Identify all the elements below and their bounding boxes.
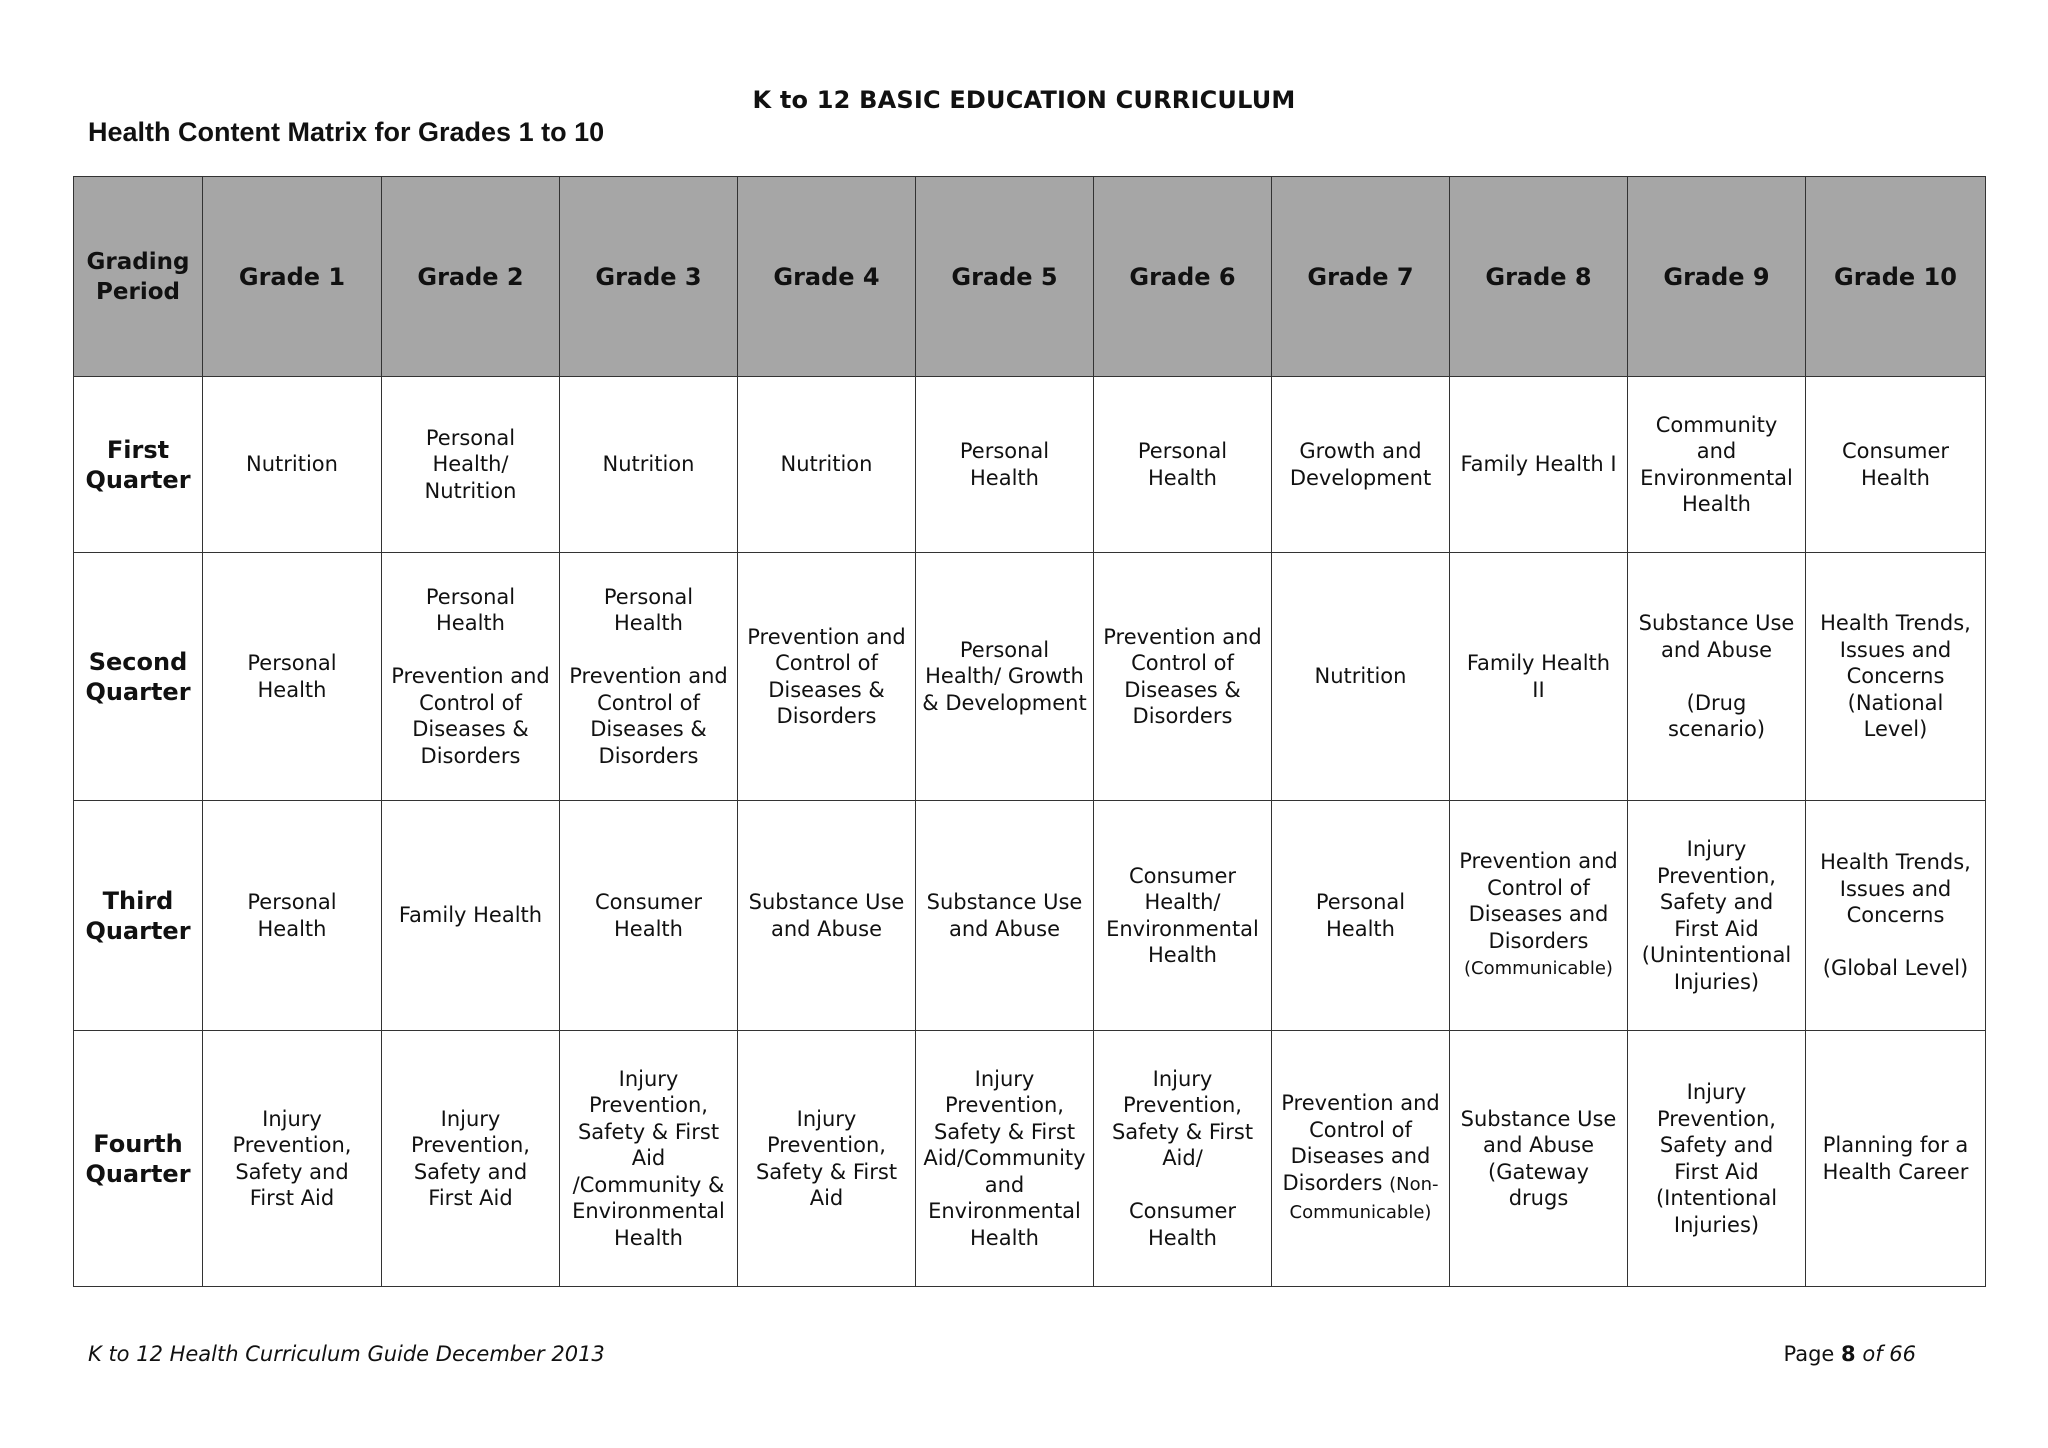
- table-cell: Planning for a Health Career: [1806, 1031, 1986, 1287]
- cell-note: (Communicable): [1464, 958, 1613, 980]
- table-cell: Health Trends, Issues and Concerns (Global Level): [1806, 801, 1986, 1031]
- cell-text: Prevention and Control of Diseases and Disorders: [1459, 849, 1618, 953]
- table-cell: Injury Prevention, Safety & First Aid/ Consumer Health: [1094, 1031, 1272, 1287]
- curriculum-title: K to 12 BASIC EDUCATION CURRICULUM: [752, 86, 1296, 114]
- table-cell: Prevention and Control of Diseases & Disorders: [1094, 553, 1272, 801]
- health-content-matrix: [73, 176, 1986, 1287]
- header-grading-period: Grading Period: [74, 177, 203, 377]
- table-cell: Personal Health: [203, 801, 382, 1031]
- table-cell: Substance Use and Abuse (Gateway drugs: [1450, 1031, 1628, 1287]
- page-number: 8: [1841, 1342, 1856, 1366]
- table-cell: Personal Health Prevention and Control of Diseases & Disorders: [560, 553, 738, 801]
- header-grade-9: Grade 9: [1628, 177, 1806, 377]
- table-cell: Substance Use and Abuse (Drug scenario): [1628, 553, 1806, 801]
- table-cell: Nutrition: [203, 377, 382, 553]
- table-cell: Consumer Health/ Environmental Health: [1094, 801, 1272, 1031]
- table-cell: Consumer Health: [560, 801, 738, 1031]
- header-grade-1: Grade 1: [203, 177, 382, 377]
- table-cell: Nutrition: [560, 377, 738, 553]
- period-label: First Quarter: [74, 377, 203, 553]
- header-grade-7: Grade 7: [1272, 177, 1450, 377]
- table-cell: Family Health II: [1450, 553, 1628, 801]
- table-cell: Injury Prevention, Safety & First Aid/Community and Environmental Health: [916, 1031, 1094, 1287]
- table-cell: Personal Health: [203, 553, 382, 801]
- header-grade-2: Grade 2: [382, 177, 560, 377]
- matrix-title: Health Content Matrix for Grades 1 to 10: [88, 117, 605, 147]
- table-cell: Personal Health/ Growth & Development: [916, 553, 1094, 801]
- table-cell: Injury Prevention, Safety & First Aid /Community & Environmental Health: [560, 1031, 738, 1287]
- page-total: of 66: [1862, 1342, 1916, 1366]
- header-grade-4: Grade 4: [738, 177, 916, 377]
- header-grade-3: Grade 3: [560, 177, 738, 377]
- page-indicator: [1784, 1342, 1916, 1366]
- table-row-fourth-quarter: [74, 1031, 1986, 1287]
- table-cell: Prevention and Control of Diseases & Disorders: [738, 553, 916, 801]
- table-cell: Family Health I: [1450, 377, 1628, 553]
- period-label: Second Quarter: [74, 553, 203, 801]
- header-grade-5: Grade 5: [916, 177, 1094, 377]
- table-cell: Injury Prevention, Safety and First Aid: [203, 1031, 382, 1287]
- table-cell: Personal Health: [1094, 377, 1272, 553]
- header-grade-10: Grade 10: [1806, 177, 1986, 377]
- table-cell: Personal Health: [916, 377, 1094, 553]
- table-cell: Injury Prevention, Safety & First Aid: [738, 1031, 916, 1287]
- table-row-first-quarter: [74, 377, 1986, 553]
- table-cell: Personal Health/ Nutrition: [382, 377, 560, 553]
- table-cell: Injury Prevention, Safety and First Aid (Unintentional Injuries): [1628, 801, 1806, 1031]
- table-cell: Community and Environmental Health: [1628, 377, 1806, 553]
- header-grade-8: Grade 8: [1450, 177, 1628, 377]
- header-grade-6: Grade 6: [1094, 177, 1272, 377]
- table-cell: Substance Use and Abuse: [916, 801, 1094, 1031]
- table-cell: [1272, 1031, 1450, 1287]
- table-cell: Nutrition: [738, 377, 916, 553]
- table-cell: Personal Health Prevention and Control of Diseases & Disorders: [382, 553, 560, 801]
- table-cell: [1450, 801, 1628, 1031]
- header-row: [74, 177, 1986, 377]
- period-label: Fourth Quarter: [74, 1031, 203, 1287]
- table-cell: Growth and Development: [1272, 377, 1450, 553]
- table-cell: Injury Prevention, Safety and First Aid (Intentional Injuries): [1628, 1031, 1806, 1287]
- table-cell: Health Trends, Issues and Concerns (National Level): [1806, 553, 1986, 801]
- table-row-third-quarter: [74, 801, 1986, 1031]
- table-cell: Nutrition: [1272, 553, 1450, 801]
- table-cell: Family Health: [382, 801, 560, 1031]
- table-row-second-quarter: [74, 553, 1986, 801]
- cell-note: (Non-: [1389, 1173, 1439, 1195]
- table-cell: Personal Health: [1272, 801, 1450, 1031]
- footer-guide-text: K to 12 Health Curriculum Guide December 2013: [88, 1342, 605, 1366]
- table-cell: Consumer Health: [1806, 377, 1986, 553]
- period-label: Third Quarter: [74, 801, 203, 1031]
- cell-note: Communicable): [1289, 1202, 1432, 1224]
- table-cell: Injury Prevention, Safety and First Aid: [382, 1031, 560, 1287]
- cell-text: Prevention and Control of Diseases and Disorders: [1281, 1091, 1440, 1195]
- table-cell: Substance Use and Abuse: [738, 801, 916, 1031]
- page-label: Page: [1783, 1342, 1835, 1366]
